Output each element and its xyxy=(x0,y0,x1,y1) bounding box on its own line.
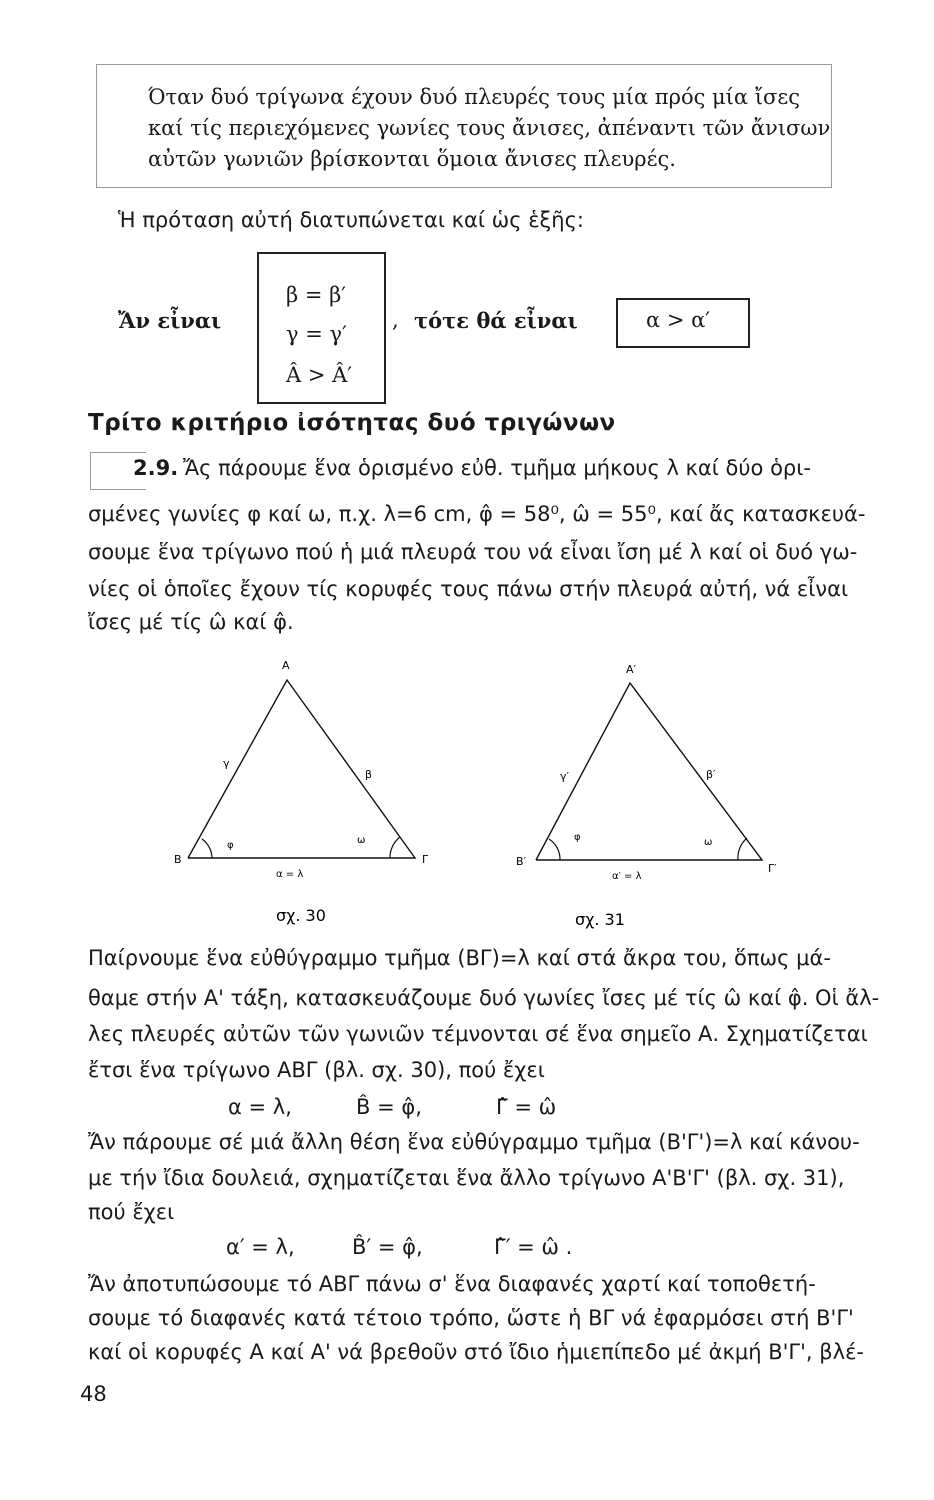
para2-line-3: πού ἔχει xyxy=(88,1200,175,1224)
fig30-caption: σχ. 30 xyxy=(276,906,326,925)
figure-31 xyxy=(516,663,777,882)
fig31-side-right-label: β′ xyxy=(706,768,716,781)
eq1-a: α = λ, xyxy=(228,1095,292,1119)
fig30-angle-left-label: φ xyxy=(227,840,234,851)
para3-line-1: Ἄν ἀποτυπώσουμε τό ΑΒΓ πάνω σ' ἕνα διαφανές χαρτί καί τοποθετή- xyxy=(88,1272,816,1296)
condition-1: β = β′ xyxy=(286,283,346,307)
section-line-3: σουμε ἕνα τρίγωνο πού ἡ μιά πλευρά του νά εἶναι ἴση μέ λ καί οἱ δυό γω- xyxy=(88,540,858,564)
fig30-left-vertex-label: B xyxy=(174,853,182,866)
eq2-a: α′ = λ, xyxy=(226,1235,295,1259)
para2-line-1: Ἄν πάρουμε σέ μιά ἄλλη θέση ἕνα εὐθύγραμμο τμῆμα (Β'Γ')=λ καί κάνου- xyxy=(88,1130,860,1154)
para2-line-2: με τήν ἴδια δουλειά, σχηματίζεται ἕνα ἄλλο τρίγωνο Α'Β'Γ' (βλ. σχ. 31), xyxy=(88,1166,845,1190)
page-number: 48 xyxy=(80,1382,107,1406)
fig30-side-left-label: γ xyxy=(223,757,230,770)
statement-comma: , xyxy=(392,308,399,332)
rule-line-2: καί τίς περιεχόμενες γωνίες τους ἄνισες, ἀπέναντι τῶν ἄνισων xyxy=(148,116,831,140)
section-line-1: Ἄς πάρουμε ἕνα ὁρισμένο εὐθ. τμῆμα μήκους λ καί δύο ὁρι- xyxy=(183,456,811,480)
fig30-apex-label: A xyxy=(282,659,290,672)
rule-line-1: Όταν δυό τρίγωνα έχουν δυό πλευρές τους μία πρός μία ἴσες xyxy=(148,85,800,109)
fig31-angle-left-label: φ xyxy=(574,832,581,843)
para3-line-3: καί οἱ κορυφές Α καί Α' νά βρεθοῦν στό ἴδιο ἡμιεπίπεδο μέ ἀκμή Β'Γ', βλέ- xyxy=(88,1340,864,1364)
fig30-side-right-label: β xyxy=(365,768,373,781)
fig31-right-vertex-label: Γ′ xyxy=(768,862,777,875)
para1-line-2: θαμε στήν Α' τάξη, κατασκευάζουμε δυό γωνίες ἴσες μέ τίς ω̂ καί φ̂. Οἱ ἄλ- xyxy=(88,986,880,1010)
section-number: 2.9. xyxy=(133,456,179,480)
para1-line-1: Παίρνουμε ἕνα εὐθύγραμμο τμῆμα (ΒΓ)=λ καί στά ἄκρα του, ὅπως μά- xyxy=(88,946,831,970)
fig30-angle-right-label: ω xyxy=(357,835,366,846)
section-line-4: νίες οἱ ὁποῖες ἔχουν τίς κορυφές τους πάνω στήν πλευρά αὐτή, νά εἶναι xyxy=(88,577,849,601)
fig30-right-vertex-label: Γ xyxy=(422,853,429,866)
result-text: α > α′ xyxy=(646,308,711,332)
fig31-left-vertex-label: B′ xyxy=(516,855,527,868)
triangle-figures xyxy=(170,655,810,935)
eq2-b: B̂′ = φ̂, xyxy=(352,1235,423,1259)
intro-text: Ἡ πρόταση αὐτή διατυπώνεται καί ὡς ἑξῆς: xyxy=(118,208,584,232)
then-label: τότε θά εἶναι xyxy=(414,308,578,333)
fig31-side-left-label: γ′ xyxy=(560,770,570,783)
figure-30 xyxy=(174,659,429,880)
rule-line-3: αὐτῶν γωνιῶν βρίσκονται ὅμοια ἄνισες πλευρές. xyxy=(148,147,676,171)
fig31-caption: σχ. 31 xyxy=(575,910,625,929)
eq1-b: B̂ = φ̂, xyxy=(356,1095,422,1119)
section-line-2: σμένες γωνίες φ καί ω, π.χ. λ=6 cm, φ̂ = 58⁰, ω̂ = 55⁰, καί ἄς κατασκευά- xyxy=(88,502,866,526)
section-heading: Τρίτο κριτήριο ἰσότητας δυό τριγώνων xyxy=(88,410,616,436)
if-label: Ἄν εἶναι xyxy=(118,308,222,333)
para1-line-4: ἔτσι ἕνα τρίγωνο ΑΒΓ (βλ. σχ. 30), πού ἔχει xyxy=(88,1058,545,1082)
condition-2: γ = γ′ xyxy=(286,322,347,346)
fig31-apex-label: A′ xyxy=(626,663,637,676)
para3-line-2: σουμε τό διαφανές κατά τέτοιο τρόπο, ὥστε ἡ ΒΓ νά ἐφαρμόσει στή Β'Γ' xyxy=(88,1306,854,1330)
eq2-g: Γ̂′ = ω̂ . xyxy=(494,1235,573,1259)
fig31-base-label: α′ = λ xyxy=(612,871,642,882)
section-line-5: ἴσες μέ τίς ω̂ καί φ̂. xyxy=(88,610,294,634)
condition-3: Â > Â′ xyxy=(286,363,353,387)
fig31-angle-right-label: ω xyxy=(704,837,713,848)
fig30-base-label: α = λ xyxy=(276,869,304,880)
para1-line-3: λες πλευρές αὐτῶν τῶν γωνιῶν τέμνονται σέ ἕνα σημεῖο Α. Σχηματίζεται xyxy=(88,1022,868,1046)
eq1-g: Γ̂ = ω̂ xyxy=(496,1095,557,1119)
